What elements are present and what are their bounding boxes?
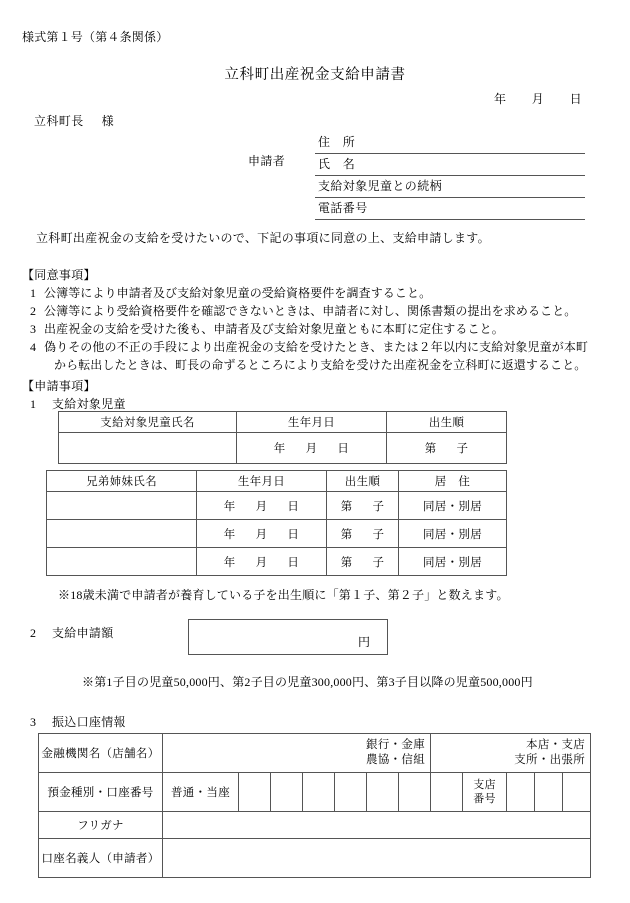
cell-account-holder[interactable] [163, 839, 591, 878]
consent-item [22, 338, 614, 374]
cell-sibling-residence[interactable]: 同居・別居 [399, 492, 507, 520]
consent-heading: 【同意事項】 [22, 268, 96, 282]
applicant-relationship-field[interactable]: 支給対象児童との続柄 [315, 176, 585, 198]
cell-child-birthdate[interactable] [237, 433, 387, 464]
order-prefix: 第 [340, 500, 353, 513]
order-suffix: 子 [456, 443, 469, 455]
header-child-birthdate: 生年月日 [237, 412, 387, 433]
cell-sibling-name[interactable] [47, 520, 197, 548]
consent-item-number: 2 [29, 304, 37, 318]
siblings-table [46, 470, 507, 576]
order-prefix: 第 [424, 443, 437, 455]
bank-account-number-row [39, 773, 591, 812]
cell-deposit-type[interactable]: 普通・当座 [163, 773, 239, 812]
date-line [494, 90, 582, 107]
header-sibling-name: 兄弟姉妹氏名 [47, 471, 197, 492]
section-1-label [30, 395, 126, 412]
application-heading: 【申請事項】 [22, 379, 96, 393]
label-branch-number [463, 773, 507, 812]
siblings-note: ※18歳未満で申請者が養育している子を出生順に「第１子、第２子」と数えます。 [58, 588, 509, 602]
table-row [47, 492, 507, 520]
header-child-birth-order: 出生順 [387, 412, 507, 433]
cell-institution-name[interactable] [163, 734, 431, 773]
date-day-label: 日 [569, 92, 582, 106]
month-label: 月 [255, 500, 268, 513]
label-deposit-type-account-number: 預金種別・口座番号 [39, 773, 163, 812]
cell-sibling-name[interactable] [47, 548, 197, 576]
target-child-table [58, 411, 507, 464]
branch-type-line2: 支所・出張所 [514, 754, 586, 766]
branch-type-line1: 本店・支店 [526, 739, 586, 751]
applicant-address-field[interactable]: 住 所 [315, 132, 585, 154]
account-digit-4[interactable] [335, 773, 367, 812]
order-suffix: 子 [372, 528, 385, 541]
cell-child-birth-order[interactable] [387, 433, 507, 464]
section-2-number: 2 [30, 626, 37, 640]
cell-sibling-birth-order[interactable] [327, 548, 399, 576]
addressee [34, 112, 114, 129]
month-label: 月 [305, 443, 318, 455]
consent-item [22, 320, 614, 338]
label-account-holder: 口座名義人（申請者） [39, 839, 163, 878]
section-2-label [30, 624, 114, 641]
day-label: 日 [337, 443, 350, 455]
account-digit-5[interactable] [367, 773, 399, 812]
bank-type-line2: 農協・信組 [366, 754, 426, 766]
applicant-label: 申請者 [248, 154, 286, 168]
order-prefix: 第 [340, 556, 353, 569]
section-1-number: 1 [30, 397, 37, 411]
label-furigana: フリガナ [39, 812, 163, 839]
table-row [47, 548, 507, 576]
cell-sibling-birth-order[interactable] [327, 520, 399, 548]
cell-sibling-birthdate[interactable] [197, 492, 327, 520]
amount-input-box[interactable] [188, 619, 388, 655]
header-child-name: 支給対象児童氏名 [59, 412, 237, 433]
cell-child-name[interactable] [59, 433, 237, 464]
consent-item-number: 4 [29, 340, 37, 354]
account-digit-7[interactable] [431, 773, 463, 812]
cell-sibling-birth-order[interactable] [327, 492, 399, 520]
consent-item-text-continued: から転出したときは、町長の命ずるところにより支給を受けた出産祝金を立科町に返還すること。 [54, 358, 587, 372]
bank-institution-row [39, 734, 591, 773]
applicant-fields [315, 132, 585, 220]
year-label: 年 [223, 556, 236, 569]
branch-digit-2[interactable] [535, 773, 563, 812]
year-label: 年 [273, 443, 286, 455]
branch-digit-1[interactable] [507, 773, 535, 812]
consent-item-text-group [44, 338, 614, 374]
applicant-phone-field[interactable]: 電話番号 [315, 198, 585, 220]
intro-paragraph: 立科町出産祝金の支給を受けたいので、下記の事項に同意の上、支給申請します。 [36, 231, 490, 245]
addressee-name: 立科町長 [34, 114, 84, 128]
cell-sibling-residence[interactable]: 同居・別居 [399, 520, 507, 548]
cell-sibling-name[interactable] [47, 492, 197, 520]
branch-number-line1: 支店 [473, 779, 496, 791]
amount-note: ※第1子目の児童50,000円、第2子目の児童300,000円、第3子目以降の児童500,000円 [82, 675, 533, 689]
header-sibling-birthdate: 生年月日 [197, 471, 327, 492]
consent-item-text: 偽りその他の不正の手段により出産祝金の支給を受けたとき、または２年以内に支給対象児童が本町 [44, 340, 589, 354]
date-month-label: 月 [531, 92, 545, 106]
table-row [59, 433, 507, 464]
order-prefix: 第 [340, 528, 353, 541]
consent-item-text: 公簿等により申請者及び支給対象児童の受給資格要件を調査すること。 [44, 286, 432, 300]
section-3-number: 3 [30, 715, 37, 729]
account-digit-1[interactable] [239, 773, 271, 812]
bank-furigana-row [39, 812, 591, 839]
day-label: 日 [287, 500, 300, 513]
account-digit-3[interactable] [303, 773, 335, 812]
section-2-title: 支給申請額 [52, 626, 114, 640]
applicant-name-field[interactable]: 氏 名 [315, 154, 585, 176]
form-number: 様式第１号（第４条関係） [22, 30, 169, 44]
order-suffix: 子 [372, 500, 385, 513]
branch-number-line2: 番号 [473, 793, 496, 805]
consent-item [22, 302, 614, 320]
consent-item-number: 1 [29, 286, 37, 300]
bank-account-table [38, 733, 591, 878]
consent-list [22, 284, 614, 374]
cell-furigana[interactable] [163, 812, 591, 839]
section-3-label [30, 713, 126, 730]
currency-unit-label: 円 [357, 635, 370, 649]
bank-type-line1: 銀行・金庫 [366, 739, 426, 751]
cell-sibling-birthdate[interactable] [197, 520, 327, 548]
cell-sibling-residence[interactable]: 同居・別居 [399, 548, 507, 576]
year-label: 年 [223, 528, 236, 541]
cell-branch-name[interactable] [431, 734, 591, 773]
consent-item [22, 284, 614, 302]
table-header-row [47, 471, 507, 492]
header-sibling-residence: 居 住 [399, 471, 507, 492]
account-digit-2[interactable] [271, 773, 303, 812]
day-label: 日 [287, 528, 300, 541]
consent-item-text: 公簿等により受給資格要件を確認できないときは、申請者に対し、関係書類の提出を求めること。 [44, 304, 577, 318]
header-sibling-birth-order: 出生順 [327, 471, 399, 492]
label-institution-name: 金融機関名（店舗名） [39, 734, 163, 773]
date-year-label: 年 [493, 92, 507, 106]
section-3-title: 振込口座情報 [52, 715, 126, 729]
page-title: 立科町出産祝金支給申請書 [224, 67, 406, 83]
consent-item-number: 3 [29, 322, 37, 336]
table-row [47, 520, 507, 548]
year-label: 年 [223, 500, 236, 513]
addressee-honorific: 様 [101, 114, 115, 128]
consent-item-text: 出産祝金の支給を受けた後も、申請者及び支給対象児童ともに本町に定住すること。 [44, 322, 504, 336]
bank-account-holder-row [39, 839, 591, 878]
branch-digit-3[interactable] [563, 773, 591, 812]
cell-sibling-birthdate[interactable] [197, 548, 327, 576]
month-label: 月 [255, 528, 268, 541]
month-label: 月 [255, 556, 268, 569]
day-label: 日 [287, 556, 300, 569]
table-header-row [59, 412, 507, 433]
order-suffix: 子 [372, 556, 385, 569]
account-digit-6[interactable] [399, 773, 431, 812]
section-1-title: 支給対象児童 [52, 397, 126, 411]
